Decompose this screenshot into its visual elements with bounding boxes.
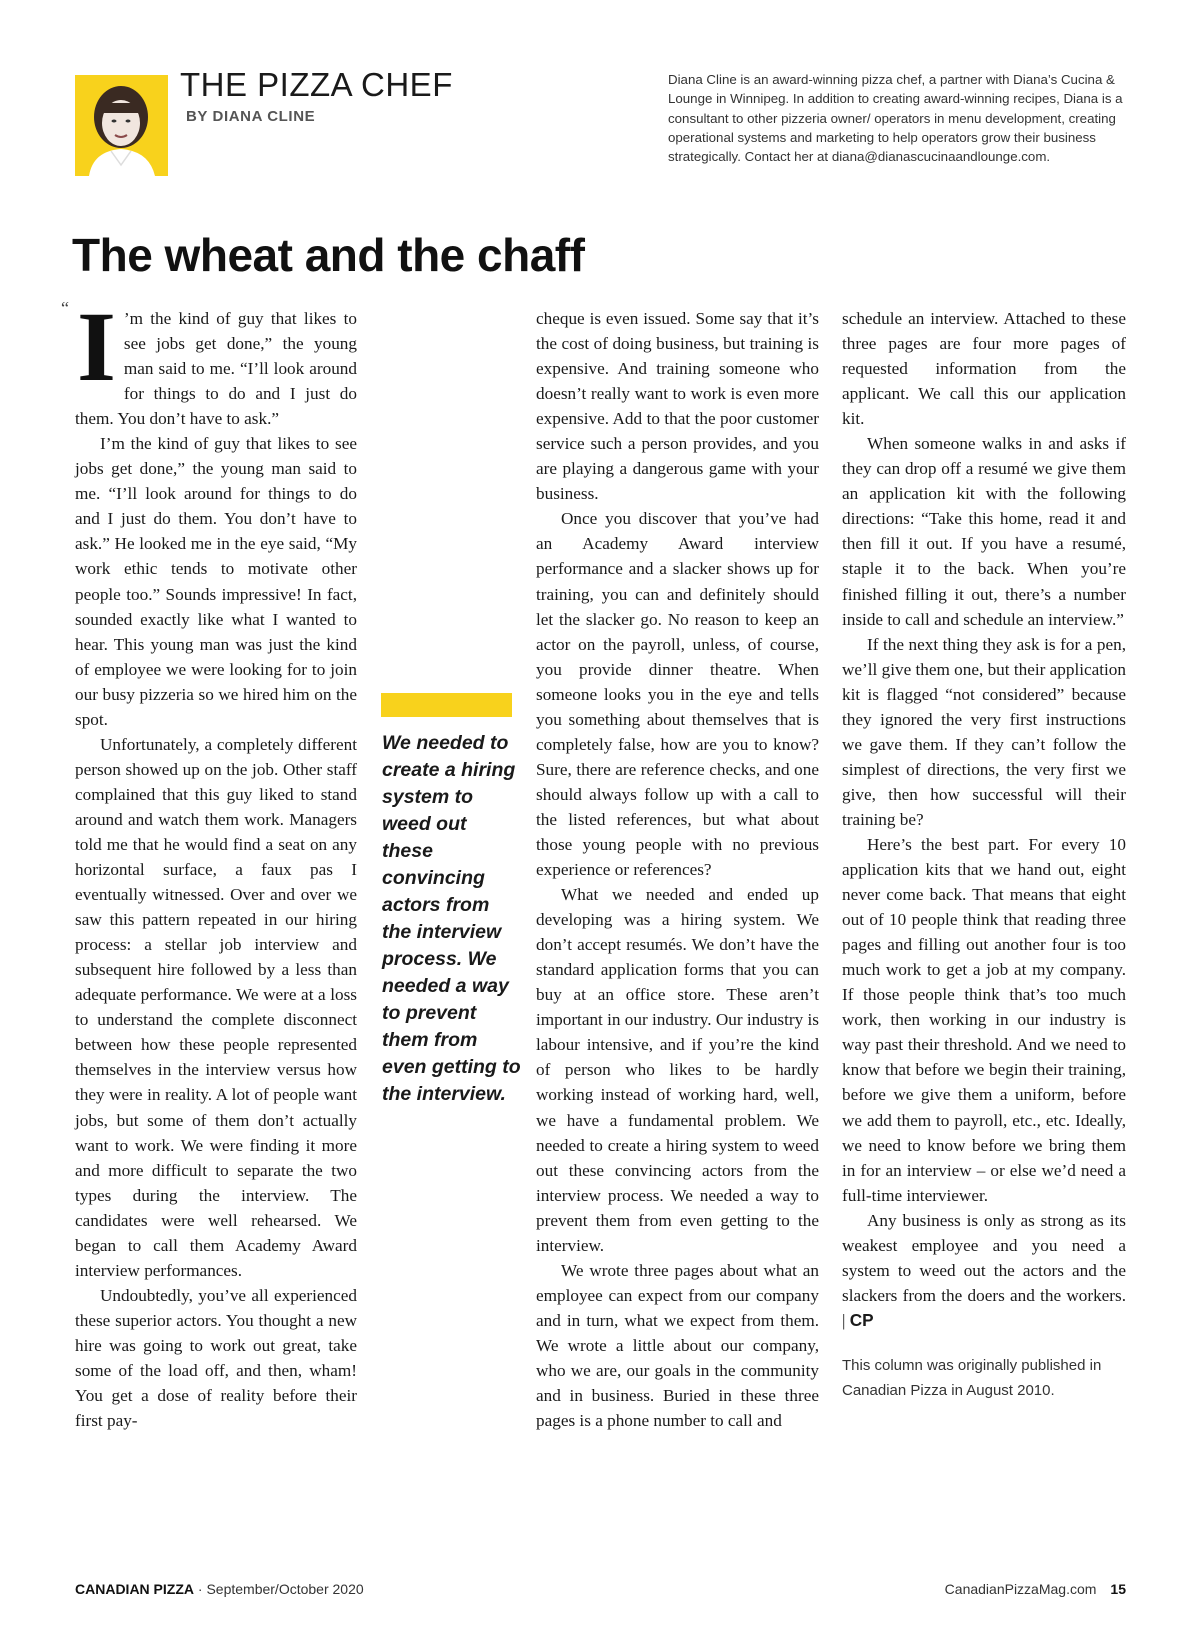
column-kicker: THE PIZZA CHEF (180, 66, 453, 103)
paragraph: What we needed and ended up developing was a hiring system. We don’t accept resumés. We don’t have the standard application forms that you can buy at an office store. These aren’t important in our industry. Our industry is labour intensive, and if you’re the kind of person who likes to be hardly working instead of working hard, well, we have a fundamental problem. We needed to create a hiring system to weed out these convincing actors from the interview process. We needed a way to prevent them from even getting to the interview. (536, 885, 819, 1255)
pullquote-accent-bar (381, 693, 512, 717)
paragraph: Undoubtedly, you’ve all experienced these superior actors. You thought a new hire was going to work out great, take some of the load off, and then, wham! You get a dose of reality before their first pay- (75, 1285, 357, 1431)
article-headline: The wheat and the chaff (72, 229, 585, 281)
paragraph: Once you discover that you’ve had an Academy Award interview performance and a slacker shows up for training, you can and definitely should let the slacker go. No reason to keep an actor on the payroll, unless, of course, you provide dinner theatre. When someone looks you in the eye and tells you something about themselves that is completely false, how are you to know? Sure, there are reference checks, and one should always follow up with a call to the listed references, but what about those young people with no previous experience or references? (536, 509, 819, 880)
paragraph: Any business is only as strong as its weakest employee and you need a system to weed out the actors and the slackers from the doers and the workers. | CP (842, 1210, 1126, 1330)
article-column-2 (536, 306, 819, 1433)
paragraph: When someone walks in and asks if they can drop off a resumé we give them an application kit with the following directions: “Take this home, read it and then fill it out. If you have a resumé, staple it to the back. When you’re finished filling it out, there’s a number inside to call and schedule an interview.” (842, 434, 1126, 629)
paragraph: I ’m the kind of guy that likes to see jobs get done,” the young man said to me. “I’ll look around for things to do and I just do them. You don’t have to ask.” (75, 291, 357, 429)
publication-note: This column was originally published in Canadian Pizza in August 2010. (842, 1356, 1102, 1399)
paragraph: schedule an interview. Attached to these three pages are four more pages of requested information from the applicant. We call this our application kit. (842, 309, 1126, 429)
open-quote: “ (61, 298, 69, 318)
article-column-3 (842, 306, 1126, 1403)
author-bio: Diana Cline is an award-winning pizza chef, a partner with Diana’s Cucina & Lounge in Winnipeg. In addition to creating award-winning recipes, Diana is a consultant to other pizzeria owner/ operators in menu development, creating operational systems and marketing to help operators grow their business strategically. Contact her at diana@dianascucinaandlounge.com. (668, 72, 1123, 165)
paragraph: cheque is even issued. Some say that it’s the cost of doing business, but training is expensive. And training someone who doesn’t really want to work is even more expensive. Add to that the poor customer service such a person provides, and you are playing a dangerous game with your business. (536, 309, 819, 504)
issue-date: · September/October 2020 (194, 1581, 364, 1597)
end-mark: CP (849, 1309, 874, 1330)
footer-publication (75, 1581, 364, 1597)
paragraph: Here’s the best part. For every 10 application kits that we hand out, eight never come back. That means that eight out of 10 people think that reading three pages and filling out another four is too much work to get a job at my company. If those people think that’s too much work, then working in our industry is way past their threshold. And we need to know that before we begin their training, before we give them a uniform, before we add them to payroll, etc., etc. Ideally, we need to know before we bring them in for an interview – or else we’d need a full-time interviewer. (842, 834, 1126, 1205)
pullquote: We needed to create a hiring system to weed out these convincing actors from the interview process. We needed a way to prevent them from even getting to the interview. (382, 732, 521, 1105)
paragraph: If the next thing they ask is for a pen, we’ll give them one, but their application kit is flagged “not considered” because they ignored the very first instructions we gave them. If they can’t follow the simplest of directions, the very first we give, then how successful will their training be? (842, 634, 1126, 829)
author-photo (75, 75, 168, 176)
author-portrait-icon (75, 75, 168, 176)
drop-cap: I (77, 291, 116, 402)
website: CanadianPizzaMag.com (944, 1581, 1097, 1597)
byline: BY DIANA CLINE (186, 108, 316, 125)
paragraph: I’m the kind of guy that likes to see jobs get done,” the young man said to me. “I’ll look around for things to do and I just do them. You don’t have to ask.” He looked me in the eye said, “My work ethic tends to motivate other people too.” Sounds impressive! In fact, sounded exactly like what I wanted to hear. This young man was just the kind of employee we were looking for to join our busy pizzeria so we hired him on the spot. (75, 434, 357, 729)
paragraph: We wrote three pages about what an employee can expect from our company and in turn, what we expect from them. We wrote a little about our company, who we are, our goals in the community and in business. Buried in these three pages is a phone number to call and (536, 1260, 819, 1431)
paragraph: Unfortunately, a completely different person showed up on the job. Other staff complained that this guy liked to stand around and watch them work. Managers told me that he would find a seat on any horizontal surface, a faux pas I eventually witnessed. Over and over we saw this pattern repeated in our hiring process: a stellar job interview and subsequent hire followed by a less than adequate performance. We were at a loss to understand the complete disconnect between how these people represented themselves in the interview versus how they were in reality. A lot of people want jobs, but some of them don’t actually want to work. We were finding it more and more difficult to separate the two types during the interview. The candidates were well rehearsed. We began to call them Academy Award interview performances. (75, 734, 357, 1280)
footer-site (930, 1581, 1126, 1597)
article-column-1 (75, 291, 357, 1433)
page-number: 15 (1110, 1581, 1126, 1597)
magazine-name: CANADIAN PIZZA (75, 1581, 194, 1597)
